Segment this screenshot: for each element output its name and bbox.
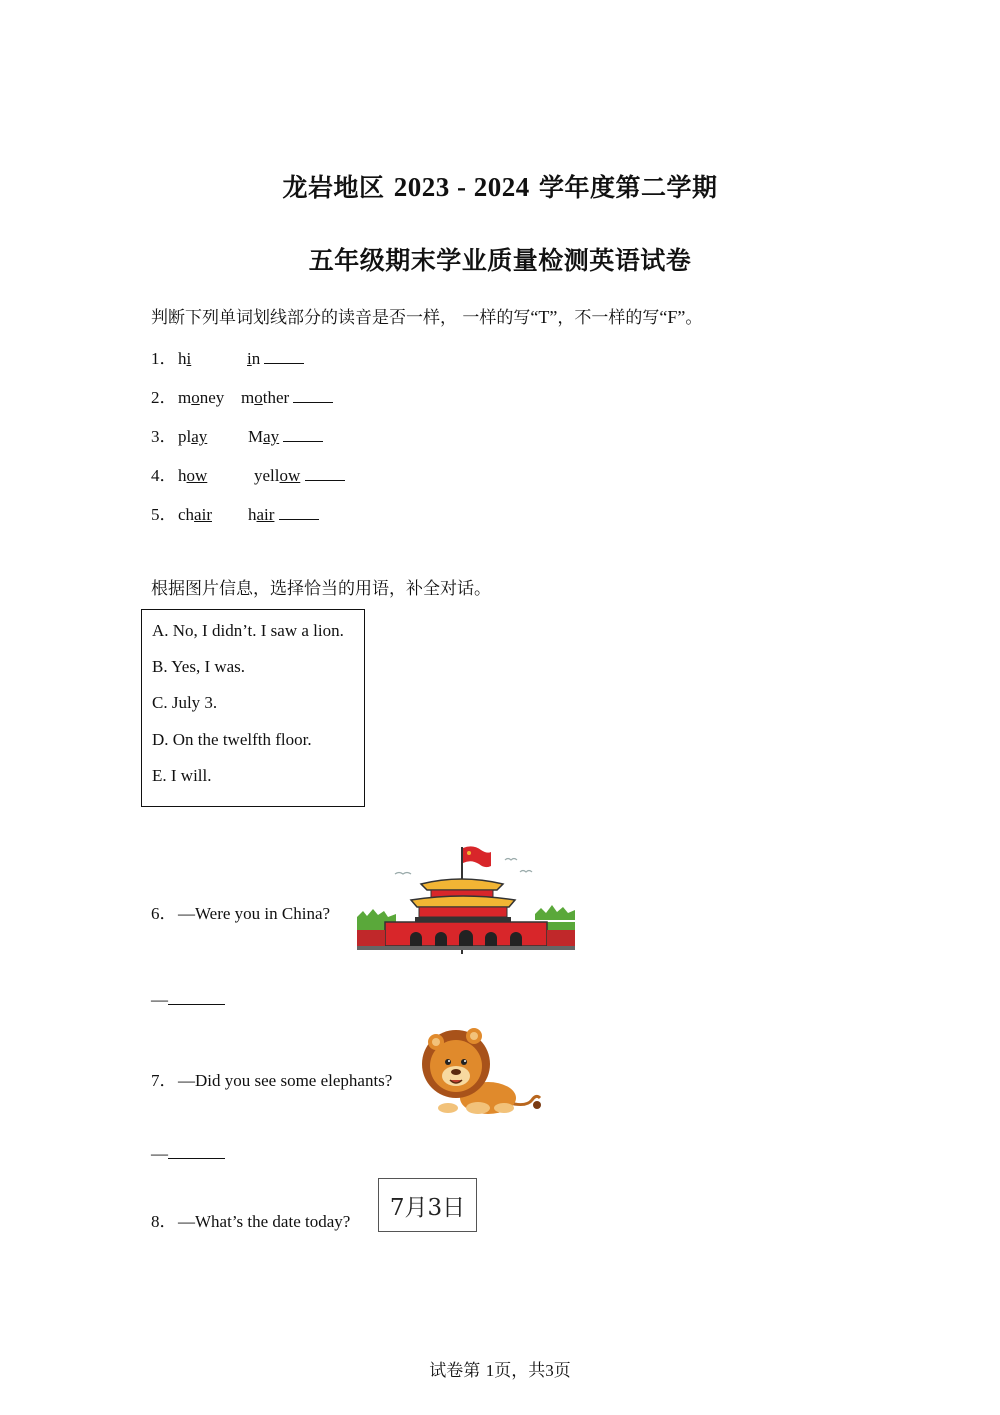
question-number: 3． <box>151 427 177 446</box>
word-part: h <box>178 349 187 368</box>
footer-text: 试卷第 <box>429 1361 486 1381</box>
answer-dash: — <box>151 1144 168 1163</box>
question-text: —Did you see some elephants? <box>178 1071 393 1090</box>
footer-text: 页，共 <box>494 1361 546 1381</box>
section2-instruction: 根据图片信息，选择恰当的用语，补全对话。 <box>151 579 491 599</box>
title-term: 学年度第二学期 <box>529 173 718 202</box>
question-text: —Were you in China? <box>178 904 331 923</box>
answer-blank[interactable] <box>264 349 304 364</box>
word-part: h <box>178 466 187 485</box>
underlined-part: i <box>247 349 252 368</box>
question-number: 2． <box>151 388 177 407</box>
question-number: 1． <box>151 349 177 368</box>
underlined-part: ow <box>186 466 208 485</box>
answer-blank[interactable] <box>168 990 225 1005</box>
dialog-6-answer <box>151 990 225 1010</box>
question-1 <box>151 344 304 369</box>
word-2 <box>248 505 274 524</box>
option-a: A. No, I didn’t. I saw a lion. <box>152 621 344 640</box>
question-number: 6． <box>151 904 177 923</box>
word-part: pl <box>178 427 192 446</box>
option-e: E. I will. <box>152 766 212 785</box>
word-1 <box>178 466 254 486</box>
answer-blank[interactable] <box>283 427 323 442</box>
footer-text: 页 <box>553 1361 571 1381</box>
underlined-part: o <box>191 388 200 407</box>
question-5 <box>151 500 319 525</box>
instruction-f: “F” <box>659 307 686 327</box>
word-part: M <box>248 427 264 446</box>
question-text: —What’s the date today? <box>178 1212 351 1231</box>
lion-image <box>418 1022 544 1118</box>
underlined-part: o <box>254 388 263 407</box>
word-part: ther <box>262 388 290 407</box>
answer-blank[interactable] <box>168 1144 225 1159</box>
word-part: yell <box>254 466 280 485</box>
instruction-text: ，不一样的写 <box>557 308 660 328</box>
underlined-part: ay <box>263 427 280 446</box>
option-b: B. Yes, I was. <box>152 657 246 676</box>
dialog-8-question <box>151 1207 350 1232</box>
dialog-7-answer <box>151 1144 225 1164</box>
instruction-text: 。 <box>685 308 703 328</box>
question-number: 7． <box>151 1071 177 1090</box>
dialog-6-question <box>151 899 330 924</box>
exam-title-line2: 五年级期末学业质量检测英语试卷 <box>308 246 692 275</box>
word-part: n <box>251 349 261 368</box>
instruction-text: 判断下列单词划线部分的读音是否一样， 一样的写 <box>151 308 531 328</box>
word-part: h <box>248 505 257 524</box>
word-part: ch <box>178 505 195 524</box>
word-1 <box>178 505 248 525</box>
word-2 <box>241 388 289 407</box>
word-1 <box>178 349 247 369</box>
option-d: D. On the twelfth floor. <box>152 730 312 749</box>
answer-dash: — <box>151 990 168 1009</box>
underlined-part: air <box>256 505 275 524</box>
page-footer <box>0 1356 1000 1381</box>
answer-blank[interactable] <box>305 466 345 481</box>
underlined-part: air <box>194 505 212 524</box>
word-2 <box>247 349 260 368</box>
question-number: 4． <box>151 466 177 485</box>
title-region: 龙岩地区 <box>282 173 394 202</box>
question-2 <box>151 383 333 408</box>
answer-blank[interactable] <box>293 388 333 403</box>
underlined-part: ow <box>279 466 301 485</box>
instruction-t: “T” <box>530 307 558 327</box>
word-part: m <box>178 388 192 407</box>
date-card: 7月3日 <box>378 1178 477 1232</box>
exam-title-line1 <box>0 168 1000 204</box>
section1-instruction <box>151 303 702 328</box>
dialog-7-question <box>151 1066 392 1091</box>
question-3 <box>151 422 323 447</box>
question-number: 8． <box>151 1212 177 1231</box>
word-2 <box>248 427 279 446</box>
page-total: 3 <box>545 1361 554 1380</box>
word-part: m <box>241 388 255 407</box>
question-number: 5． <box>151 505 177 524</box>
options-box <box>141 609 365 807</box>
word-2 <box>254 466 300 485</box>
option-c: C. July 3. <box>152 693 218 712</box>
tiananmen-gate-image <box>355 842 577 956</box>
word-1 <box>178 388 241 408</box>
word-1 <box>178 427 248 447</box>
question-4 <box>151 461 345 486</box>
page-number: 1 <box>485 1361 495 1380</box>
word-part: ney <box>199 388 225 407</box>
underlined-part: ay <box>191 427 208 446</box>
answer-blank[interactable] <box>279 505 319 520</box>
title-years: 2023 - 2024 <box>393 172 530 202</box>
underlined-part: i <box>186 349 192 368</box>
